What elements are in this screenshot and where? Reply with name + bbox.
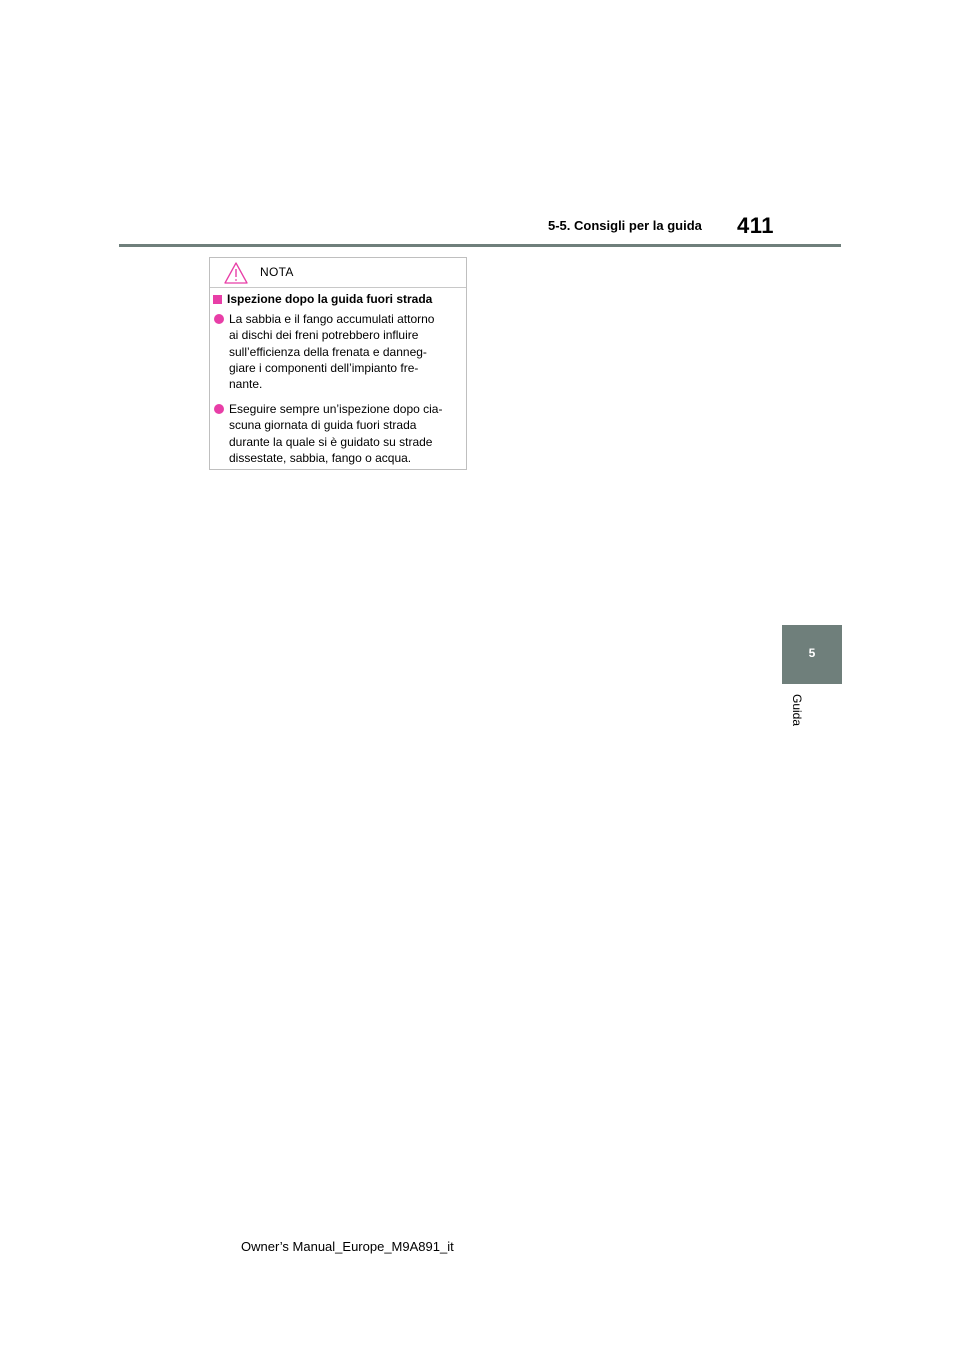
footer-text: Owner’s Manual_Europe_M9A891_it: [241, 1239, 454, 1254]
list-item-text: Eseguire sempre un’ispezione dopo cia- scuna giornata di guida fuori strada durante la quale si è guidato su strade dissestate, sabbia, fango o acqua.: [229, 402, 443, 465]
chapter-tab: [782, 625, 842, 684]
warning-triangle-icon: [224, 262, 248, 284]
bullet-dot-icon: [214, 404, 224, 414]
note-subheading: [213, 292, 432, 306]
note-subheading-text: Ispezione dopo la guida fuori strada: [227, 292, 433, 306]
note-header: [210, 258, 466, 288]
list-item: [214, 401, 462, 466]
square-bullet-icon: [213, 295, 222, 304]
bullet-dot-icon: [214, 314, 224, 324]
note-label: NOTA: [260, 265, 294, 279]
chapter-number: 5: [808, 646, 816, 660]
page-number: 411: [737, 213, 774, 238]
header-divider: [119, 244, 841, 247]
note-box: [209, 257, 467, 470]
chapter-name: Guida: [790, 694, 804, 727]
section-title: 5-5. Consigli per la guida: [548, 218, 702, 233]
list-item: [214, 311, 462, 392]
list-item-text: La sabbia e il fango accumulati attorno ai dischi dei freni potrebbero influire sull’efficienza della frenata e danneg- giare i componenti dell’impianto fre- nante.: [229, 312, 435, 392]
